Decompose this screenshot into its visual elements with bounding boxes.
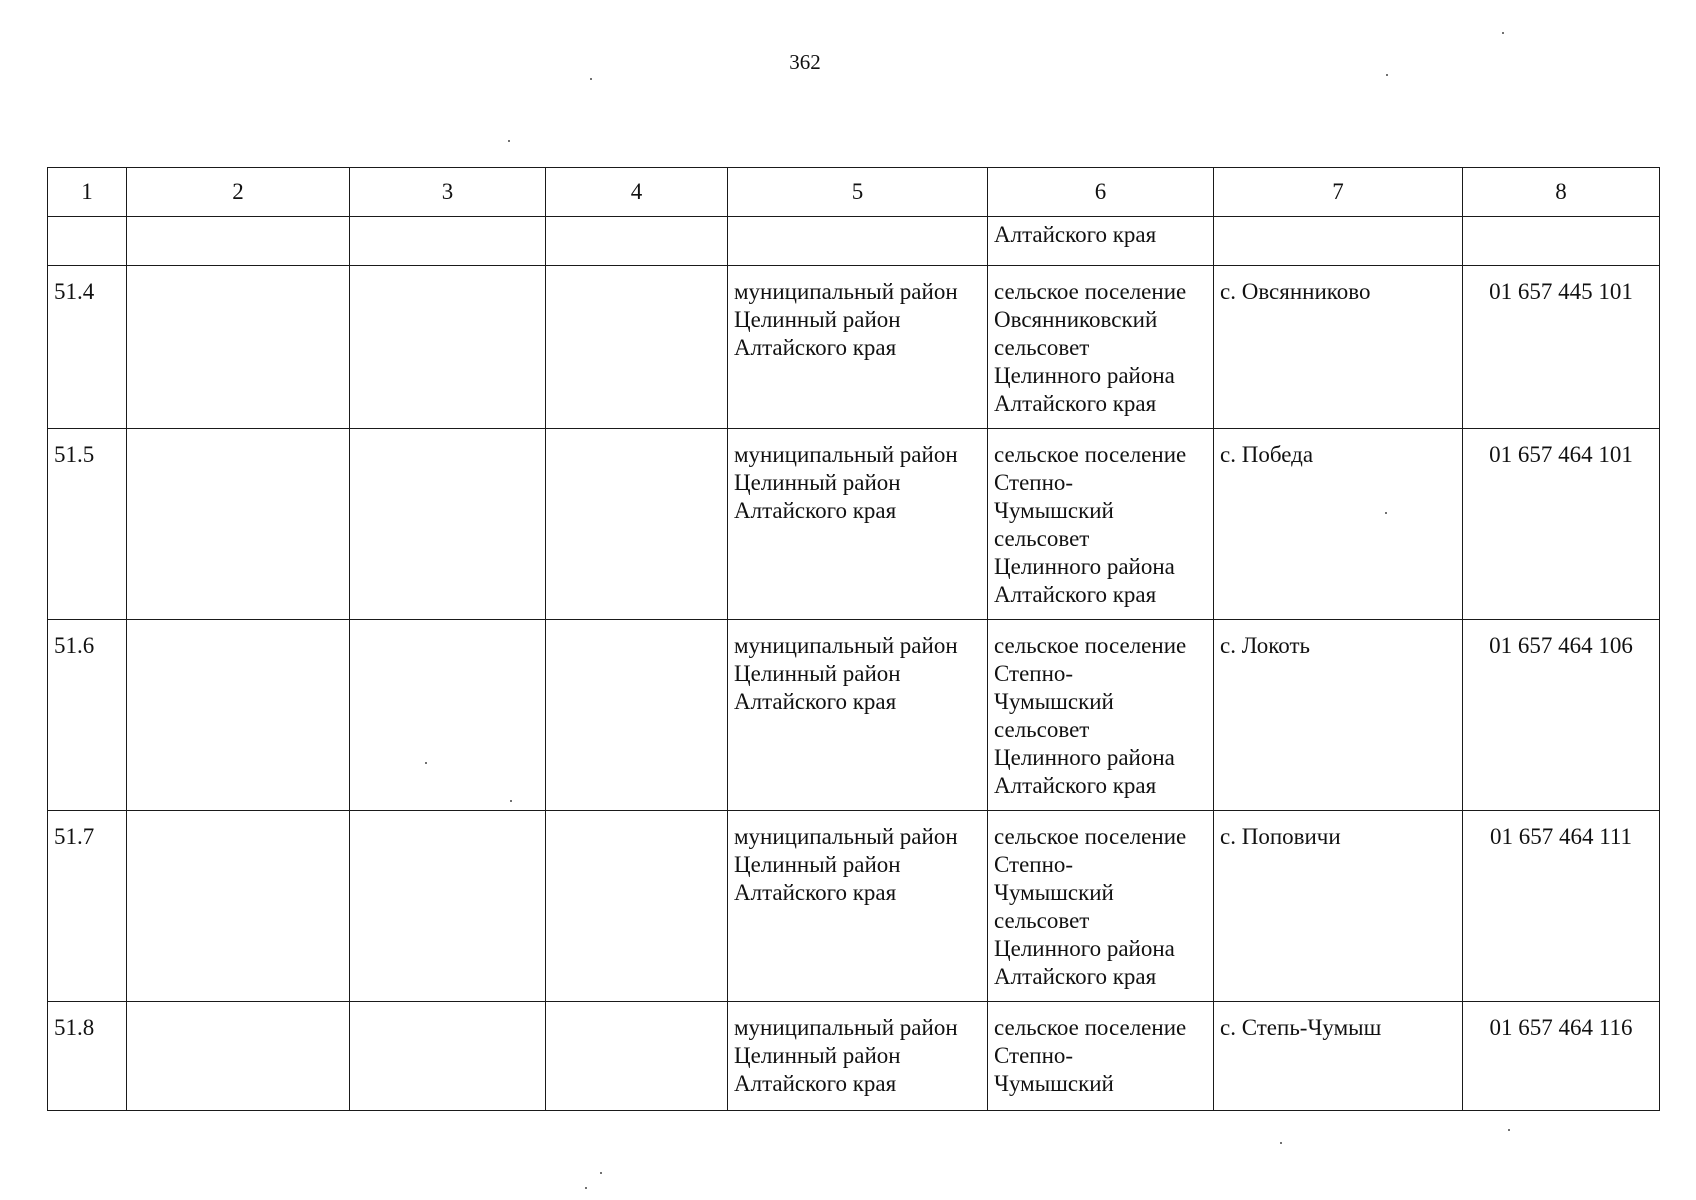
locality-cell: с. Победа [1214,429,1463,620]
table-header-row [48,168,1660,217]
code-cell: 01 657 464 116 [1463,1002,1660,1111]
column-header: 8 [1463,168,1660,217]
table-cell [350,217,546,266]
table-row [48,266,1660,429]
table-cell [546,811,728,1002]
table-cell [127,429,350,620]
municipal-district-cell: муниципальный район Целинный район Алтайского края [728,266,988,429]
settlement-cell: сельское поселение Степно- Чумышский сельсовет Целинного района Алтайского края [988,429,1214,620]
locality-cell [1214,217,1463,266]
code-cell: 01 657 464 101 [1463,429,1660,620]
locality-cell: с. Поповичи [1214,811,1463,1002]
table-cell [350,1002,546,1111]
row-number-cell: 51.4 [48,266,127,429]
column-header: 2 [127,168,350,217]
scan-speck [590,78,592,80]
code-cell: 01 657 464 111 [1463,811,1660,1002]
municipal-district-cell: муниципальный район Целинный район Алтайского края [728,811,988,1002]
code-cell: 01 657 464 106 [1463,620,1660,811]
scan-speck [508,140,510,142]
row-number-cell: 51.5 [48,429,127,620]
table-cell [546,620,728,811]
scan-speck [1386,74,1388,76]
column-header: 3 [350,168,546,217]
row-number-cell [48,217,127,266]
locality-cell: с. Степь-Чумыш [1214,1002,1463,1111]
table-cell [546,266,728,429]
column-header: 5 [728,168,988,217]
page-number: 362 [789,50,821,74]
code-cell [1463,217,1660,266]
row-number-cell: 51.7 [48,811,127,1002]
settlement-cell: сельское поселение Степно- Чумышский [988,1002,1214,1111]
scan-speck [1385,512,1387,514]
scan-speck [600,1172,602,1174]
table-cell [546,429,728,620]
table-cell [350,429,546,620]
municipal-district-cell: муниципальный район Целинный район Алтайского края [728,429,988,620]
table-cell [546,217,728,266]
scan-speck [425,762,427,764]
table-cell [546,1002,728,1111]
table-cell [350,620,546,811]
column-header: 6 [988,168,1214,217]
locality-cell: с. Локоть [1214,620,1463,811]
column-header: 4 [546,168,728,217]
scan-speck [510,800,512,802]
row-number-cell: 51.8 [48,1002,127,1111]
scan-speck [1280,1142,1282,1144]
table-cell [127,217,350,266]
code-cell: 01 657 445 101 [1463,266,1660,429]
municipal-district-cell: муниципальный район Целинный район Алтайского края [728,1002,988,1111]
scan-speck [1502,32,1504,34]
table-cell [127,811,350,1002]
settlement-cell: Алтайского края [988,217,1214,266]
column-header: 1 [48,168,127,217]
municipal-district-cell [728,217,988,266]
settlement-cell: сельское поселение Овсянниковский сельсовет Целинного района Алтайского края [988,266,1214,429]
table-cell [127,1002,350,1111]
table-row [48,1002,1660,1111]
table-cell [127,266,350,429]
table-row [48,217,1660,266]
table-row [48,429,1660,620]
table-cell [350,266,546,429]
table-cell [127,620,350,811]
table-row [48,620,1660,811]
settlement-cell: сельское поселение Степно- Чумышский сельсовет Целинного района Алтайского края [988,811,1214,1002]
table-cell [350,811,546,1002]
scan-speck [1508,1129,1510,1131]
settlement-cell: сельское поселение Степно- Чумышский сельсовет Целинного района Алтайского края [988,620,1214,811]
row-number-cell: 51.6 [48,620,127,811]
table-row [48,811,1660,1002]
municipal-district-cell: муниципальный район Целинный район Алтайского края [728,620,988,811]
column-header: 7 [1214,168,1463,217]
locality-cell: с. Овсянниково [1214,266,1463,429]
registry-table [47,167,1660,1111]
scan-speck [585,1187,587,1189]
